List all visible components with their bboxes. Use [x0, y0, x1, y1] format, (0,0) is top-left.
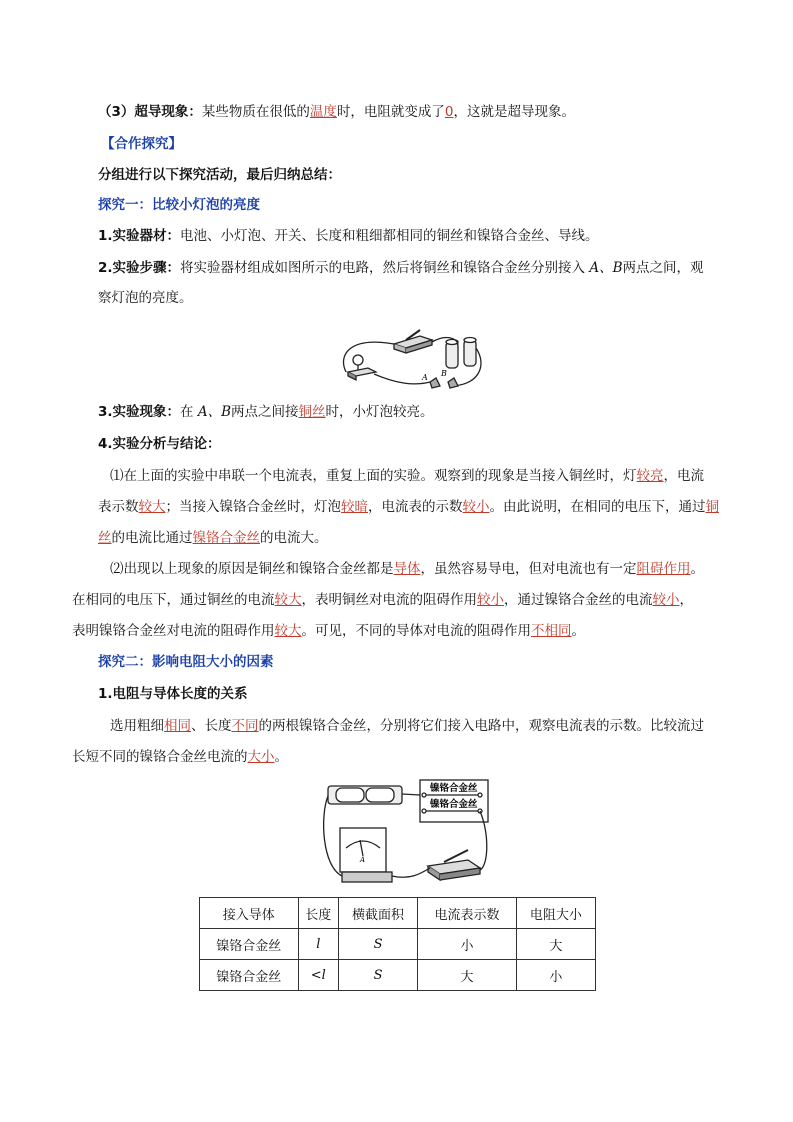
ammeter-label: A [360, 856, 366, 864]
resistance-length-table [199, 897, 596, 991]
table-header-row [200, 898, 596, 929]
table-header-cell: 接入导体 [200, 898, 299, 929]
wire2-label: 镍铬合金丝 [430, 799, 478, 810]
explore1-heading: 探究一：比较小灯泡的亮度 [98, 197, 260, 213]
analysis-heading: 4.实验分析与结论： [98, 436, 221, 452]
superconduct-line: （3）超导现象：某些物质在很低的温度时，电阻就变成了0，这就是超导现象。 [98, 104, 575, 120]
explore2-sub1: 1.电阻与导体长度的关系 [98, 686, 248, 702]
section-coop-heading: 【合作探究】 [101, 136, 182, 152]
label-b: B [441, 369, 447, 378]
table-cell: 镍铬合金丝 [200, 960, 299, 991]
table-cell: S [338, 960, 417, 991]
table-cell: 大 [418, 960, 517, 991]
table-cell: <l [298, 960, 338, 991]
table-cell: l [298, 929, 338, 960]
explore2-heading: 探究二：影响电阻大小的因素 [98, 654, 274, 670]
analysis-p2-line3: 表明镍铬合金丝对电流的阻碍作用较大。可见，不同的导体对电流的阻碍作用不相同。 [72, 623, 585, 639]
table-header-cell: 电阻大小 [516, 898, 595, 929]
analysis-p1-line3: 丝的电流比通过镍铬合金丝的电流大。 [98, 530, 328, 546]
steps-line: 2.实验步骤：将实验器材组成如图所示的电路，然后将铜丝和镍铬合金丝分别接入 A、B两点之间，观 [98, 260, 704, 276]
analysis-p1-line1: ⑴在上面的实验中串联一个电流表，重复上面的实验。观察到的现象是当接入铜丝时，灯较亮，电流 [110, 468, 704, 484]
table-header-cell: 横截面积 [338, 898, 417, 929]
explore2-line2: 长短不同的镍铬合金丝电流的大小。 [72, 749, 288, 765]
analysis-p1-line2: 表示数较大；当接入镍铬合金丝时，灯泡较暗，电流表的示数较小。由此说明，在相同的电压下，通过铜 [98, 499, 719, 515]
circuit-figure-1 [338, 316, 490, 394]
table-cell: 小 [418, 929, 517, 960]
table-cell: S [338, 929, 417, 960]
table-cell: 镍铬合金丝 [200, 929, 299, 960]
intro-text: 分组进行以下探究活动，最后归纳总结： [98, 167, 341, 183]
circuit-figure-2 [320, 776, 495, 891]
table-cell: 小 [516, 960, 595, 991]
table-header-cell: 长度 [298, 898, 338, 929]
table-cell: 大 [516, 929, 595, 960]
equipment-line: 1.实验器材：电池、小灯泡、开关、长度和粗细都相同的铜丝和镍铬合金丝、导线。 [98, 228, 599, 244]
table-header-cell: 电流表示数 [418, 898, 517, 929]
analysis-p2-line2: 在相同的电压下，通过铜丝的电流较大，表明铜丝对电流的阻碍作用较小，通过镍铬合金丝的电流较小， [72, 592, 693, 608]
wire1-label: 镍铬合金丝 [430, 783, 478, 794]
observation-line: 3.实验现象：在 A、B两点之间接铜丝时，小灯泡较亮。 [98, 404, 434, 420]
analysis-p2-line1: ⑵出现以上现象的原因是铜丝和镍铬合金丝都是导体，虽然容易导电，但对电流也有一定阻碍作用。 [110, 561, 704, 577]
explore2-line1: 选用粗细相同、长度不同的两根镍铬合金丝，分别将它们接入电路中，观察电流表的示数。比较流过 [110, 718, 704, 734]
label-a: A [422, 373, 428, 382]
steps-line-2: 察灯泡的亮度。 [98, 290, 193, 306]
table-row [200, 929, 596, 960]
table-row [200, 960, 596, 991]
